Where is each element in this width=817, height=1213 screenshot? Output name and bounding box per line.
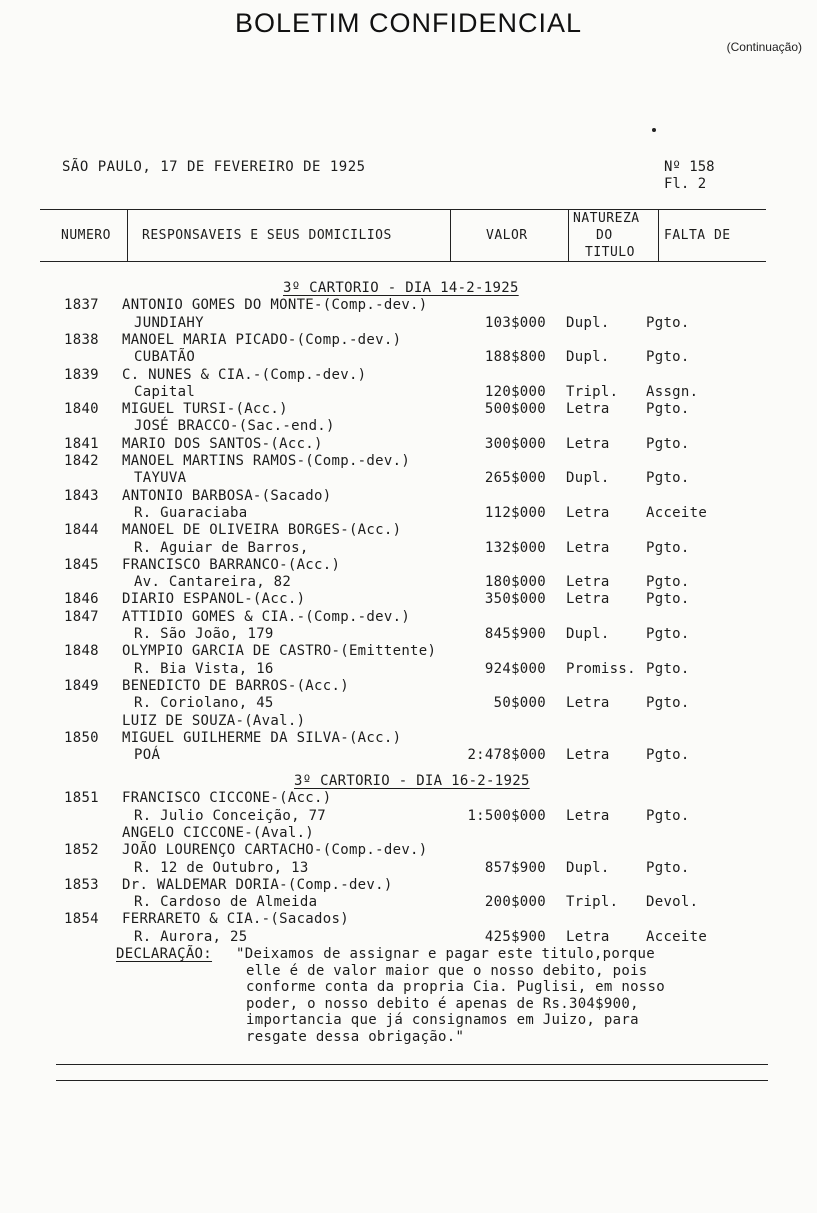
entry-address: CUBATÃO bbox=[134, 349, 196, 366]
entry-name: FRANCISCO BARRANCO-(Acc.) bbox=[122, 556, 341, 573]
entry-value: 120$000 bbox=[484, 383, 546, 400]
entry-lack: Acceite bbox=[646, 504, 708, 521]
entry-number: 1845 bbox=[64, 556, 99, 573]
entry-name: JOÃO LOURENÇO CARTACHO-(Comp.-dev.) bbox=[122, 842, 428, 859]
entry-value: 300$000 bbox=[484, 435, 546, 452]
entry-address: Capital bbox=[134, 383, 196, 400]
entry-address: R. Guaraciaba bbox=[134, 504, 248, 521]
entry-name: FRANCISCO CICCONE-(Acc.) bbox=[122, 790, 332, 807]
entry-number: 1844 bbox=[64, 522, 99, 539]
column-natureza-1: NATUREZA bbox=[573, 211, 640, 226]
entry-nature: Tripl. bbox=[566, 894, 619, 911]
column-numero: NUMERO bbox=[61, 228, 111, 243]
entry-nature: Letra bbox=[566, 504, 610, 521]
entry-number: 1846 bbox=[64, 591, 99, 608]
entry-address: TAYUVA bbox=[134, 470, 187, 487]
entry-name: BENEDICTO DE BARROS-(Acc.) bbox=[122, 677, 349, 694]
entry-value: 425$900 bbox=[484, 928, 546, 945]
entry-number: 1847 bbox=[64, 608, 99, 625]
entry-address: JOSÉ BRACCO-(Sac.-end.) bbox=[134, 418, 335, 435]
entry-name: FERRARETO & CIA.-(Sacados) bbox=[122, 911, 349, 928]
entry-nature: Letra bbox=[566, 695, 610, 712]
entry-value: 103$000 bbox=[484, 314, 546, 331]
entry-nature: Dupl. bbox=[566, 314, 610, 331]
entry-address: R. Aurora, 25 bbox=[134, 928, 248, 945]
entry-value: 188$800 bbox=[484, 349, 546, 366]
entry-lack: Pgto. bbox=[646, 747, 690, 764]
entry-nature: Dupl. bbox=[566, 859, 610, 876]
entry-number: 1838 bbox=[64, 331, 99, 348]
entry-name: Dr. WALDEMAR DORIA-(Comp.-dev.) bbox=[122, 876, 393, 893]
entry-value: 1:500$000 bbox=[467, 807, 546, 824]
section-heading: 3º CARTORIO - DIA 14-2-1925 bbox=[283, 280, 519, 296]
entry-value: 50$000 bbox=[493, 695, 546, 712]
entry-nature: Letra bbox=[566, 928, 610, 945]
entry-lack: Pgto. bbox=[646, 574, 690, 591]
entry-number: 1837 bbox=[64, 297, 99, 314]
entry-lack: Pgto. bbox=[646, 539, 690, 556]
entry-name: ATTIDIO GOMES & CIA.-(Comp.-dev.) bbox=[122, 608, 411, 625]
entry-address: R. São João, 179 bbox=[134, 626, 274, 642]
entry-value: 180$000 bbox=[484, 574, 546, 591]
entry-value: 200$000 bbox=[484, 894, 546, 911]
entry-lack: Devol. bbox=[646, 894, 699, 911]
document-title: BOLETIM CONFIDENCIAL bbox=[234, 8, 583, 38]
entry-value: 350$000 bbox=[484, 591, 546, 608]
entry-number: 1851 bbox=[64, 790, 99, 807]
entry-address: R. 12 de Outubro, 13 bbox=[134, 859, 309, 876]
bulletin-number: Nº 158 bbox=[664, 159, 715, 175]
entry-number: 1853 bbox=[64, 876, 99, 893]
entry-name: ANTONIO BARBOSA-(Sacado) bbox=[122, 487, 332, 504]
column-valor: VALOR bbox=[486, 228, 528, 243]
entry-name: MARIO DOS SANTOS-(Acc.) bbox=[122, 435, 323, 452]
entry-guarantor: ANGELO CICCONE-(Aval.) bbox=[122, 824, 315, 841]
entry-nature: Tripl. bbox=[566, 383, 619, 400]
entry-number: 1854 bbox=[64, 911, 99, 928]
entry-lack: Pgto. bbox=[646, 695, 690, 712]
declaration-line: "Deixamos de assignar e pagar este titulo,porque bbox=[236, 946, 655, 962]
column-responsaveis: RESPONSAVEIS E SEUS DOMICILIOS bbox=[142, 228, 392, 243]
entry-lack: Acceite bbox=[646, 928, 708, 945]
entry-address: R. Coriolano, 45 bbox=[134, 695, 274, 712]
entry-nature: Dupl. bbox=[566, 626, 610, 642]
entry-number: 1850 bbox=[64, 729, 99, 746]
entry-value: 2:478$000 bbox=[467, 747, 546, 764]
entry-address: R. Julio Conceição, 77 bbox=[134, 807, 327, 824]
entry-lack: Pgto. bbox=[646, 626, 690, 642]
entry-guarantor: LUIZ DE SOUZA-(Aval.) bbox=[122, 712, 306, 729]
entry-nature: Letra bbox=[566, 807, 610, 824]
entry-value: 265$000 bbox=[484, 470, 546, 487]
entry-number: 1839 bbox=[64, 366, 99, 383]
entry-name: ANTONIO GOMES DO MONTE-(Comp.-dev.) bbox=[122, 297, 428, 314]
entry-number: 1849 bbox=[64, 677, 99, 694]
entry-address: R. Bia Vista, 16 bbox=[134, 660, 274, 677]
entry-address: R. Aguiar de Barros, bbox=[134, 539, 309, 556]
entry-address: Av. Cantareira, 82 bbox=[134, 574, 292, 591]
declaration-line: importancia que já consignamos em Juizo, para bbox=[246, 1012, 639, 1028]
entry-nature: Letra bbox=[566, 747, 610, 764]
entry-nature: Letra bbox=[566, 435, 610, 452]
entry-nature: Letra bbox=[566, 591, 610, 608]
entry-name: MANOEL MARIA PICADO-(Comp.-dev.) bbox=[122, 331, 402, 348]
city-date: SÃO PAULO, 17 DE FEVEREIRO DE 1925 bbox=[62, 159, 366, 175]
section-heading: 3º CARTORIO - DIA 16-2-1925 bbox=[294, 773, 530, 789]
column-natureza-3: TITULO bbox=[585, 245, 635, 260]
entry-lack: Pgto. bbox=[646, 435, 690, 452]
entry-lack: Pgto. bbox=[646, 660, 690, 677]
entry-number: 1848 bbox=[64, 643, 99, 660]
entry-value: 112$000 bbox=[484, 504, 546, 521]
entry-nature: Promiss. bbox=[566, 660, 636, 677]
entry-nature: Letra bbox=[566, 401, 610, 418]
entry-lack: Pgto. bbox=[646, 401, 690, 418]
declaration-line: resgate dessa obrigação." bbox=[246, 1028, 465, 1045]
declaration-line: elle é de valor maior que o nosso debito, pois bbox=[246, 962, 648, 979]
entry-name: MANOEL MARTINS RAMOS-(Comp.-dev.) bbox=[122, 453, 411, 469]
entry-nature: Dupl. bbox=[566, 349, 610, 366]
entry-nature: Letra bbox=[566, 574, 610, 591]
entry-lack: Pgto. bbox=[646, 470, 690, 487]
entry-nature: Letra bbox=[566, 539, 610, 556]
entry-number: 1840 bbox=[64, 401, 99, 418]
entry-value: 924$000 bbox=[484, 660, 546, 677]
entry-number: 1843 bbox=[64, 487, 99, 504]
closing-rule bbox=[56, 1064, 768, 1065]
entry-name: OLYMPIO GARCIA DE CASTRO-(Emittente) bbox=[122, 643, 437, 660]
declaration-label: DECLARAÇÃO: bbox=[116, 946, 213, 962]
sheet-number: Fl. 2 bbox=[664, 176, 707, 192]
entry-name: MIGUEL TURSI-(Acc.) bbox=[122, 401, 288, 418]
entry-lack: Pgto. bbox=[646, 859, 690, 876]
entry-number: 1842 bbox=[64, 453, 99, 469]
entry-value: 857$900 bbox=[484, 859, 546, 876]
entry-address: JUNDIAHY bbox=[134, 314, 204, 331]
entry-value: 500$000 bbox=[484, 401, 546, 418]
column-falta: FALTA DE bbox=[664, 228, 731, 243]
entry-nature: Dupl. bbox=[566, 470, 610, 487]
declaration-line: conforme conta da propria Cia. Puglisi, em nosso bbox=[246, 979, 665, 995]
entry-lack: Pgto. bbox=[646, 314, 690, 331]
entry-number: 1841 bbox=[64, 435, 99, 452]
entry-address: R. Cardoso de Almeida bbox=[134, 894, 318, 911]
entry-name: MIGUEL GUILHERME DA SILVA-(Acc.) bbox=[122, 729, 402, 746]
entry-number: 1852 bbox=[64, 842, 99, 859]
entry-lack: Pgto. bbox=[646, 591, 690, 608]
closing-rule bbox=[56, 1080, 768, 1081]
entry-name: DIARIO ESPANOL-(Acc.) bbox=[122, 591, 306, 608]
column-natureza-2: DO bbox=[596, 228, 613, 243]
entry-lack: Pgto. bbox=[646, 349, 690, 366]
entry-value: 845$900 bbox=[484, 626, 546, 642]
entry-address: POÁ bbox=[134, 747, 161, 764]
entry-lack: Pgto. bbox=[646, 807, 690, 824]
declaration-line: poder, o nosso debito é apenas de Rs.304$900, bbox=[246, 995, 639, 1012]
entry-value: 132$000 bbox=[484, 539, 546, 556]
entry-name: C. NUNES & CIA.-(Comp.-dev.) bbox=[122, 366, 367, 383]
entry-name: MANOEL DE OLIVEIRA BORGES-(Acc.) bbox=[122, 522, 402, 539]
entry-lack: Assgn. bbox=[646, 383, 699, 400]
ink-dot bbox=[652, 128, 656, 132]
continuation-note: (Continuação) bbox=[726, 40, 802, 54]
